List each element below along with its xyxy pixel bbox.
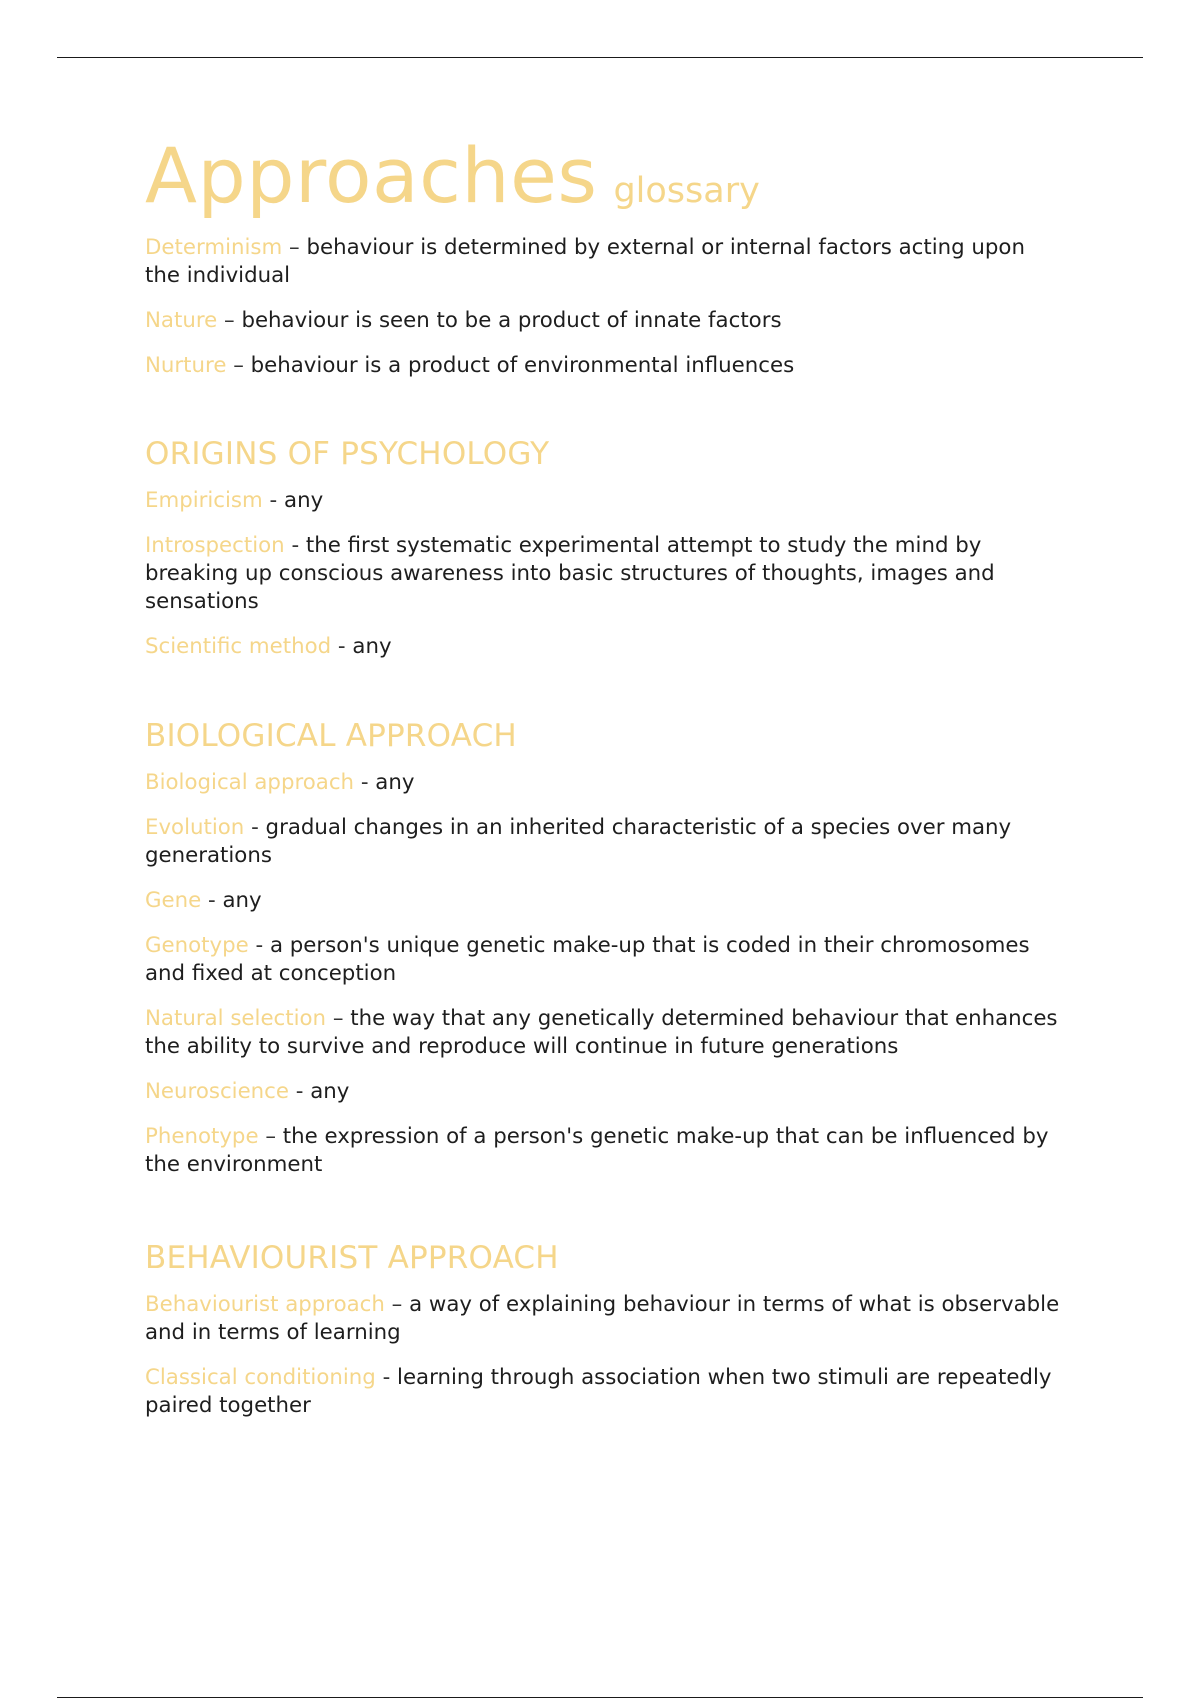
section-behaviourist-approach [145, 1241, 1065, 1420]
definition: the first systematic experimental attempt to study the mind by breaking up conscious awareness into basic structures of thoughts, images and sensations [145, 533, 995, 615]
separator: - [201, 888, 223, 914]
definition: a person's unique genetic make-up that is coded in their chromosomes and fixed at conception [145, 933, 1030, 987]
separator: - [248, 933, 270, 959]
separator: - [331, 634, 353, 660]
glossary-entry-empiricism [145, 487, 1065, 515]
term: Nurture [145, 353, 227, 378]
definition: a way of explaining behaviour in terms of what is observable and in terms of learning [145, 1292, 1060, 1346]
glossary-entry-gene [145, 887, 1065, 915]
top-rule [57, 57, 1143, 58]
definition: behaviour is determined by external or internal factors acting upon the individual [145, 235, 1025, 288]
definition: gradual changes in an inherited characteristic of a species over many generations [145, 815, 1012, 869]
separator: – [326, 1006, 351, 1032]
term: Nature [145, 308, 218, 333]
section-heading: BEHAVIOURIST APPROACH [145, 1240, 559, 1277]
document-title [145, 131, 1065, 220]
term: Genotype [145, 933, 249, 959]
definition: behaviour is seen to be a product of innate factors [241, 308, 782, 333]
term: Introspection [145, 533, 285, 559]
separator: – [217, 308, 242, 333]
glossary-page [145, 131, 1065, 1437]
title-main: Approaches [145, 131, 598, 220]
intro-entries [145, 234, 1065, 380]
glossary-entry-biological-approach [145, 769, 1065, 797]
separator: - [284, 533, 306, 559]
separator: - [262, 488, 285, 514]
separator: – [282, 235, 307, 260]
term: Biological approach [145, 770, 355, 796]
term: Neuroscience [145, 1079, 289, 1105]
definition: any [222, 888, 262, 914]
definition: any [375, 770, 415, 796]
definition: any [284, 488, 324, 514]
glossary-entry-introspection [145, 532, 1065, 616]
bottom-rule [57, 1697, 1143, 1698]
glossary-entry-phenotype [145, 1123, 1065, 1179]
definition: learning through association when two stimuli are repeatedly paired together [145, 1365, 1052, 1419]
glossary-entry-nature [145, 307, 1065, 335]
glossary-entry-scientific-method [145, 633, 1065, 661]
term: Scientific method [145, 634, 332, 660]
glossary-entry-behaviourist-approach [145, 1291, 1065, 1347]
section-origins-of-psychology [145, 437, 1065, 661]
glossary-entry-classical-conditioning [145, 1364, 1065, 1420]
separator: - [375, 1365, 398, 1391]
term: Gene [145, 888, 202, 914]
definition: any [352, 634, 392, 660]
term: Determinism [145, 235, 283, 260]
glossary-entry-genotype [145, 932, 1065, 988]
separator: – [226, 353, 251, 378]
glossary-entry-neuroscience [145, 1078, 1065, 1106]
term: Empiricism [145, 488, 263, 514]
term: Behaviourist approach [145, 1292, 385, 1318]
separator: - [244, 815, 266, 841]
definition: behaviour is a product of environmental influences [250, 353, 795, 378]
separator: – [384, 1292, 410, 1318]
section-heading: BIOLOGICAL APPROACH [145, 718, 517, 755]
section-heading: ORIGINS OF PSYCHOLOGY [145, 436, 550, 472]
separator: - [288, 1079, 311, 1105]
glossary-entry-nurture [145, 352, 1065, 380]
definition: any [310, 1079, 350, 1105]
definition: the way that any genetically determined behaviour that enhances the ability to survive and reproduce will continue in future generations [145, 1006, 1058, 1060]
separator: - [354, 770, 376, 796]
term: Natural selection [145, 1006, 327, 1032]
term: Classical conditioning [145, 1365, 376, 1391]
glossary-entry-natural-selection [145, 1005, 1065, 1061]
term: Phenotype [145, 1124, 259, 1150]
glossary-entry-determinism [145, 234, 1065, 290]
title-sub: glossary [613, 171, 760, 211]
term: Evolution [145, 815, 245, 841]
glossary-entry-evolution [145, 814, 1065, 870]
separator: – [258, 1124, 283, 1150]
definition: the expression of a person's genetic make-up that can be influenced by the environment [145, 1124, 1049, 1178]
section-biological-approach [145, 719, 1065, 1179]
